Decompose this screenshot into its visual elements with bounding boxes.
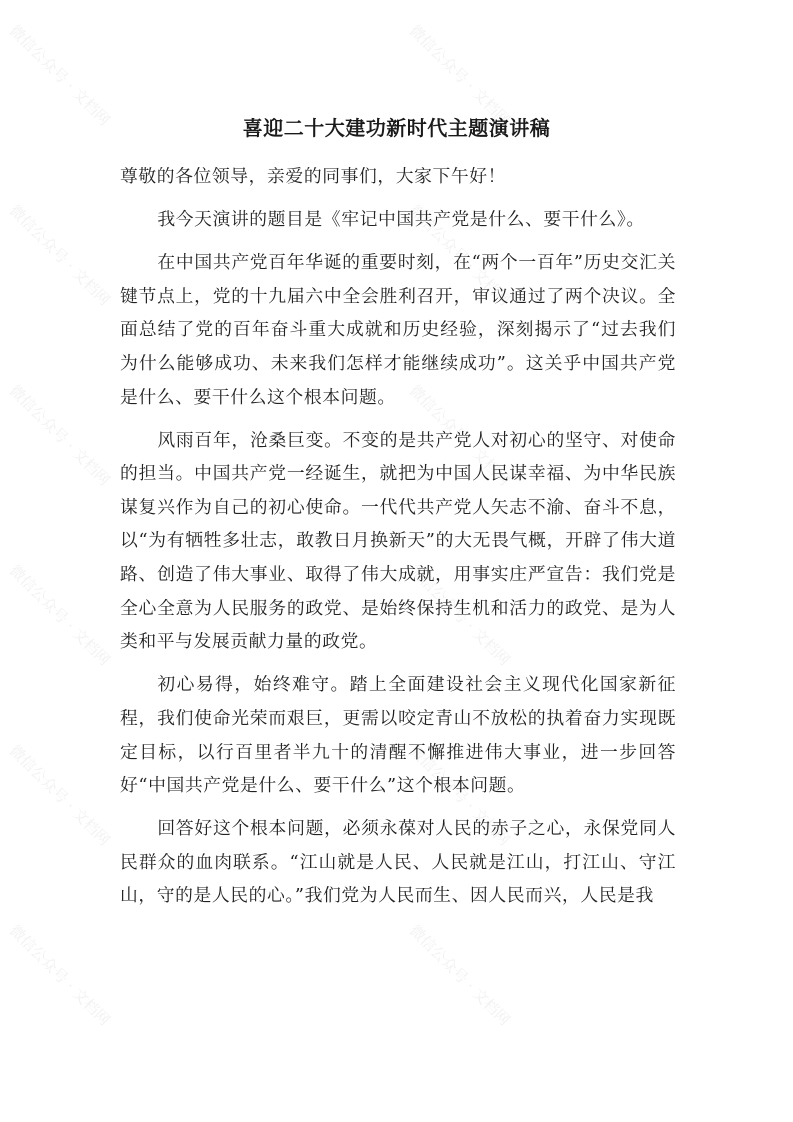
body-paragraph: 我今天演讲的题目是《牢记中国共产党是什么、要干什么》。 [157,209,645,231]
watermark-text: 微信公众号 · 文档网 [405,741,514,850]
watermark-text: 微信公众号 · 文档网 [405,921,514,1030]
watermark-text: 微信公众号 · 文档网 [5,561,114,670]
watermark-text: 微信公众号 · 文档网 [5,741,114,850]
watermark-text: 微信公众号 · 文档网 [5,921,114,1030]
watermark-text: 微信公众号 · 文档网 [5,201,114,310]
watermark-text: 微信公众号 · 文档网 [5,21,114,130]
body-paragraph: 回答好这个根本问题，必须永葆对人民的赤子之心，永保党同人民群众的血肉联系。“江山就是人民、人民就是江山，打江山、守江山，守的是人民的心。”我们党为人民而生、因人民而兴，人民是我 [120,818,676,907]
body-paragraph: 风雨百年，沧桑巨变。不变的是共产党人对初心的坚守、对使命的担当。中国共产党一经诞生，就把为中国人民谋幸福、为中华民族谋复兴作为自己的初心使命。一代代共产党人矢志不渝、奋斗不息，以“为有牺牲多壮志，敢教日月换新天”的大无畏气概，开辟了伟大道路、创造了伟大事业、取得了伟大成就，用事实庄严宣告：我们党是全心全意为人民服务的政党、是始终保持生机和活力的政党、是为人类和平与发展贡献力量的政党。 [120,429,676,653]
document-title: 喜迎二十大建功新时代主题演讲稿 [242,116,551,140]
watermark-text: 微信公众号 · 文档网 [405,201,514,310]
body-paragraph: 初心易得，始终难守。踏上全面建设社会主义现代化国家新征程，我们使命光荣而艰巨，更需以咬定青山不放松的执着奋力实现既定目标，以行百里者半九十的清醒不懈推进伟大事业，进一步回答好“中国共产党是什么、要干什么”这个根本问题。 [120,674,676,797]
watermark-text: 微信公众号 · 文档网 [405,381,514,490]
document-body [120,160,676,922]
body-paragraph: 在中国共产党百年华诞的重要时刻，在“两个一百年”历史交汇关键节点上，党的十九届六中全会胜利召开，审议通过了两个决议。全面总结了党的百年奋斗重大成就和历史经验，深刻揭示了“过去我们为什么能够成功、未来我们怎样才能继续成功”。这关乎中国共产党是什么、要干什么这个根本问题。 [120,252,676,408]
watermark-text: 微信公众号 · 文档网 [405,561,514,670]
watermark-text: 微信公众号 · 文档网 [5,381,114,490]
salutation-paragraph: 尊敬的各位领导，亲爱的同事们，大家下午好！ [120,166,507,187]
watermark-text: 微信公众号 · 文档网 [405,21,514,130]
